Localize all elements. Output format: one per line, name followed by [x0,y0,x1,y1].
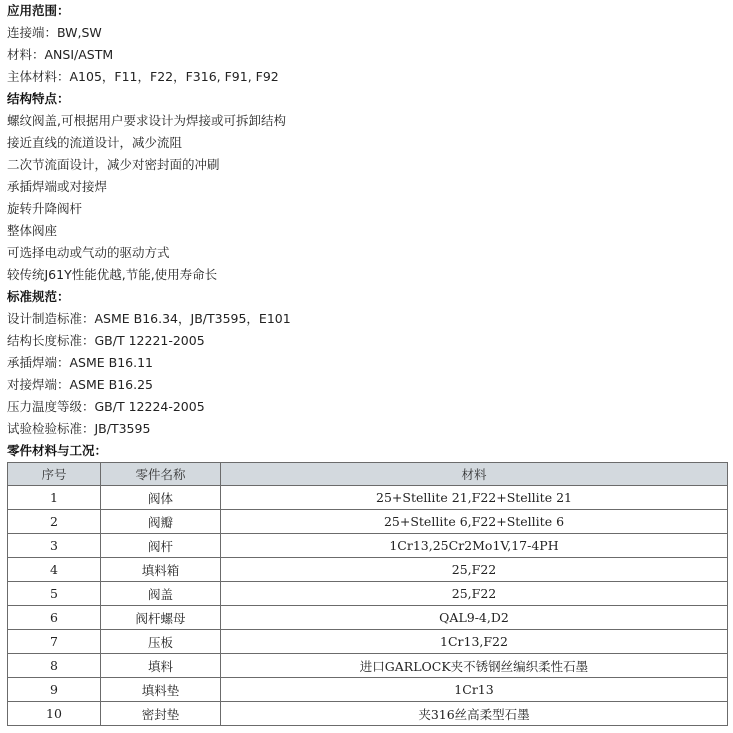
parts-table [7,462,728,726]
features-heading: 结构特点： [7,91,70,106]
cell-material: 25,F22 [221,558,728,582]
table-row [8,630,728,654]
table-row [8,702,728,726]
cell-number: 9 [8,678,101,702]
cell-number: 4 [8,558,101,582]
application-line: 连接端：BW,SW [7,25,102,40]
cell-material: 1Cr13 [221,678,728,702]
cell-material: QAL9-4,D2 [221,606,728,630]
table-row [8,534,728,558]
cell-part-name: 阀杆 [101,534,221,558]
table-row [8,510,728,534]
cell-part-name: 阀杆螺母 [101,606,221,630]
standard-line: 对接焊端：ASME B16.25 [7,377,154,392]
cell-part-name: 填料 [101,654,221,678]
cell-number: 6 [8,606,101,630]
cell-part-name: 阀盖 [101,582,221,606]
cell-material: 进口GARLOCK夹不锈钢丝编织柔性石墨 [221,654,728,678]
cell-material: 25+Stellite 21,F22+Stellite 21 [221,486,728,510]
feature-line: 可选择电动或气动的驱动方式 [7,245,170,260]
document-body [7,0,729,462]
column-header-material: 材料 [221,463,728,486]
standards-heading: 标准规范： [7,289,70,304]
application-line: 材料：ANSI/ASTM [7,47,114,62]
cell-material: 25+Stellite 6,F22+Stellite 6 [221,510,728,534]
cell-part-name: 填料垫 [101,678,221,702]
standard-line: 结构长度标准：GB/T 12221-2005 [7,333,205,348]
cell-part-name: 阀瓣 [101,510,221,534]
table-row [8,582,728,606]
cell-material: 夹316丝高柔型石墨 [221,702,728,726]
cell-number: 1 [8,486,101,510]
feature-line: 二次节流面设计，减少对密封面的冲刷 [7,157,220,172]
feature-line: 承插焊端或对接焊 [7,179,108,194]
parts-heading: 零件材料与工况： [7,443,108,458]
cell-number: 2 [8,510,101,534]
standard-line: 压力温度等级：GB/T 12224-2005 [7,399,205,414]
feature-line: 接近直线的流道设计，减少流阻 [7,135,183,150]
table-row [8,558,728,582]
cell-part-name: 压板 [101,630,221,654]
column-header-part-name: 零件名称 [101,463,221,486]
standard-line: 设计制造标准：ASME B16.34，JB/T3595，E101 [7,311,291,326]
feature-line: 较传统J61Y性能优越,节能,使用寿命长 [7,267,218,282]
cell-material: 25,F22 [221,582,728,606]
column-header-number: 序号 [8,463,101,486]
feature-line: 螺纹阀盖,可根据用户要求设计为焊接或可拆卸结构 [7,113,286,128]
table-row [8,678,728,702]
cell-part-name: 阀体 [101,486,221,510]
application-line: 主体材料：A105，F11，F22，F316, F91, F92 [7,69,279,84]
cell-number: 5 [8,582,101,606]
cell-number: 7 [8,630,101,654]
cell-material: 1Cr13,25Cr2Mo1V,17-4PH [221,534,728,558]
table-row [8,654,728,678]
cell-part-name: 填料箱 [101,558,221,582]
standard-line: 承插焊端：ASME B16.11 [7,355,154,370]
cell-number: 10 [8,702,101,726]
cell-material: 1Cr13,F22 [221,630,728,654]
cell-number: 3 [8,534,101,558]
table-header-row [8,463,728,486]
cell-part-name: 密封垫 [101,702,221,726]
feature-line: 旋转升降阀杆 [7,201,83,216]
table-row [8,606,728,630]
application-heading: 应用范围： [7,3,70,18]
feature-line: 整体阀座 [7,223,58,238]
cell-number: 8 [8,654,101,678]
table-row [8,486,728,510]
standard-line: 试验检验标准：JB/T3595 [7,421,151,436]
